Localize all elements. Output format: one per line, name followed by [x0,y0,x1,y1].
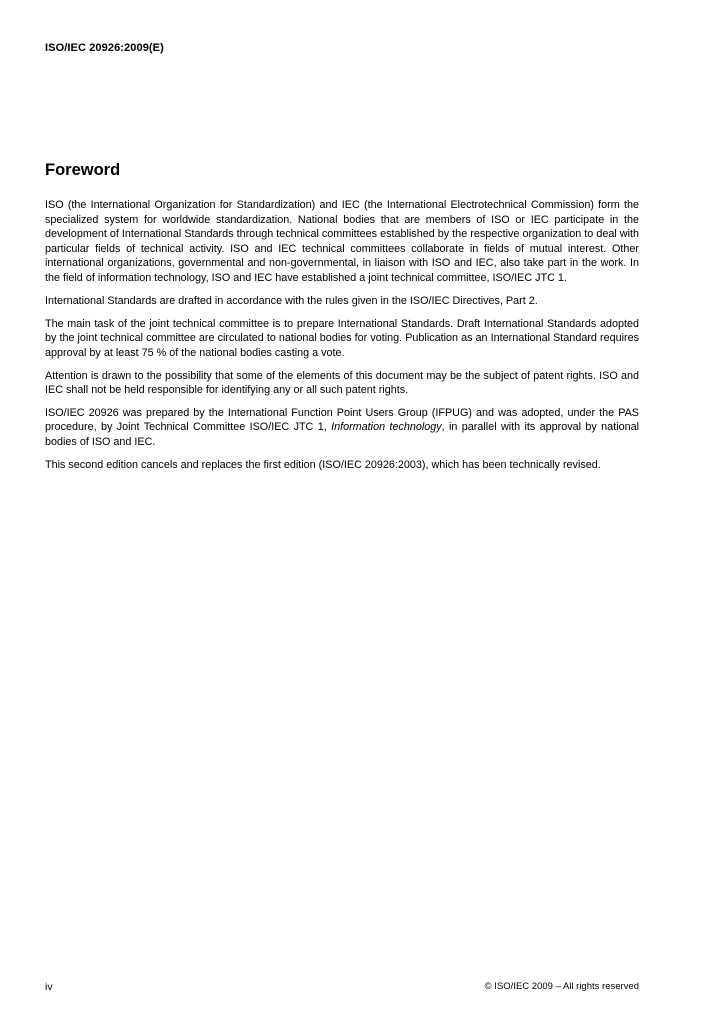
preparation-text-start: ISO/IEC 20926 was prepared by the International Function Point Users Group (IFPUG) and was adopted, under the PAS procedure, by Joint Technical Committee ISO/IEC JTC 1, [45,406,639,434]
paragraph-drafting-rules: International Standards are drafted in accordance with the rules given in the ISO/IEC Directives, Part 2. [45,294,538,307]
section-title: Foreword [45,161,121,179]
paragraph-main-task: The main task of the joint technical committee is to prepare International Standards. Draft International Standards adopted by the joint technical committee are circulated to national bodies for voting. Publication as an International Standard requires approval by at least 75 % of the national bodies casting a vote. [45,317,639,359]
document-id-header: ISO/IEC 20926:2009(E) [45,42,164,54]
copyright-notice: © ISO/IEC 2009 – All rights reserved [484,981,639,992]
preparation-text-end: , in parallel with its approval by national bodies of ISO and IEC. [45,421,640,449]
foreword-body [45,198,639,481]
paragraph-patent-notice: Attention is drawn to the possibility that some of the elements of this document may be the subject of patent rights. ISO and IEC shall not be held responsible for identifying any or all such patent rights. [45,369,639,397]
page-footer [45,981,639,993]
paragraph-preparation [45,406,639,450]
page-number: iv [45,981,53,993]
committee-name-emphasis: Information technology [331,421,442,434]
paragraph-edition-note: This second edition cancels and replaces the first edition (ISO/IEC 20926:2003), which has been technically revised. [45,458,601,471]
paragraph-iso-iec-intro: ISO (the International Organization for Standardization) and IEC (the International Electrotechnical Commission) form the specialized system for worldwide standardization. National bodies that are members of ISO or IEC participate in the development of International Standards through technical committees established by the respective organization to deal with particular fields of technical activity. ISO and IEC technical committees collaborate in fields of mutual interest. Other international organizations, governmental and non-governmental, in liaison with ISO and IEC, also take part in the work. In the field of information technology, ISO and IEC have established a joint technical committee, ISO/IEC JTC 1. [45,199,639,284]
